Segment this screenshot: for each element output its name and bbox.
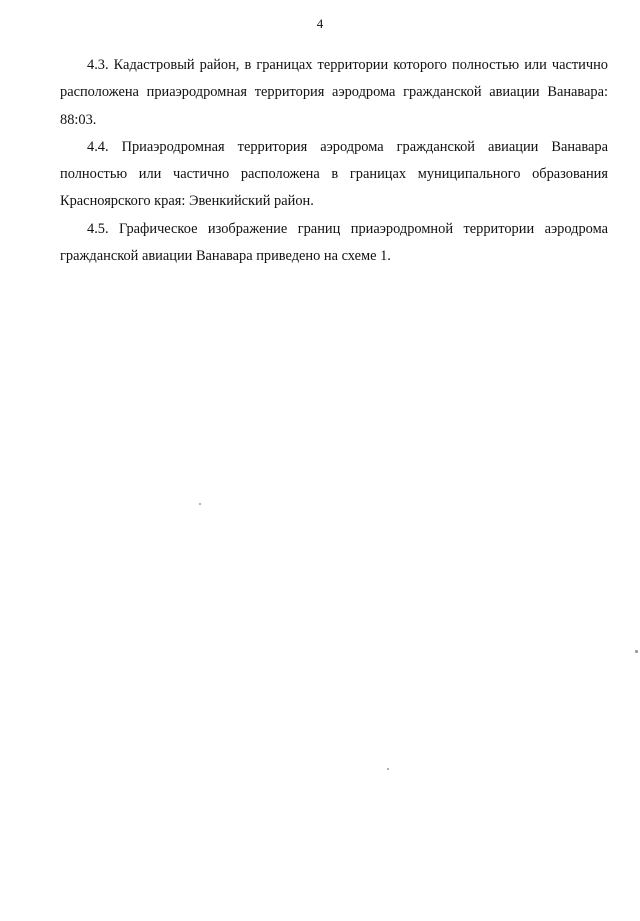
paragraph-4-3: 4.3. Кадастровый район, в границах территории которого полностью или частично расположена приаэродромная территория аэродрома гражданской авиации Ванавара: 88:03. — [60, 57, 608, 128]
paragraph-4-4: 4.4. Приаэродромная территория аэродрома гражданской авиации Ванавара полностью или частично расположена в границах муниципального образования Красноярского края: Эвенкийский район. — [60, 138, 608, 210]
scan-speck — [387, 768, 389, 770]
scan-speck — [199, 503, 201, 505]
page-number: 4 — [316, 16, 324, 31]
scan-speck — [635, 650, 638, 653]
document-body — [60, 52, 608, 270]
paragraph-4-5: 4.5. Графическое изображение границ приаэродромной территории аэродрома гражданской авиации Ванавара приведено на схеме 1. — [60, 220, 608, 265]
